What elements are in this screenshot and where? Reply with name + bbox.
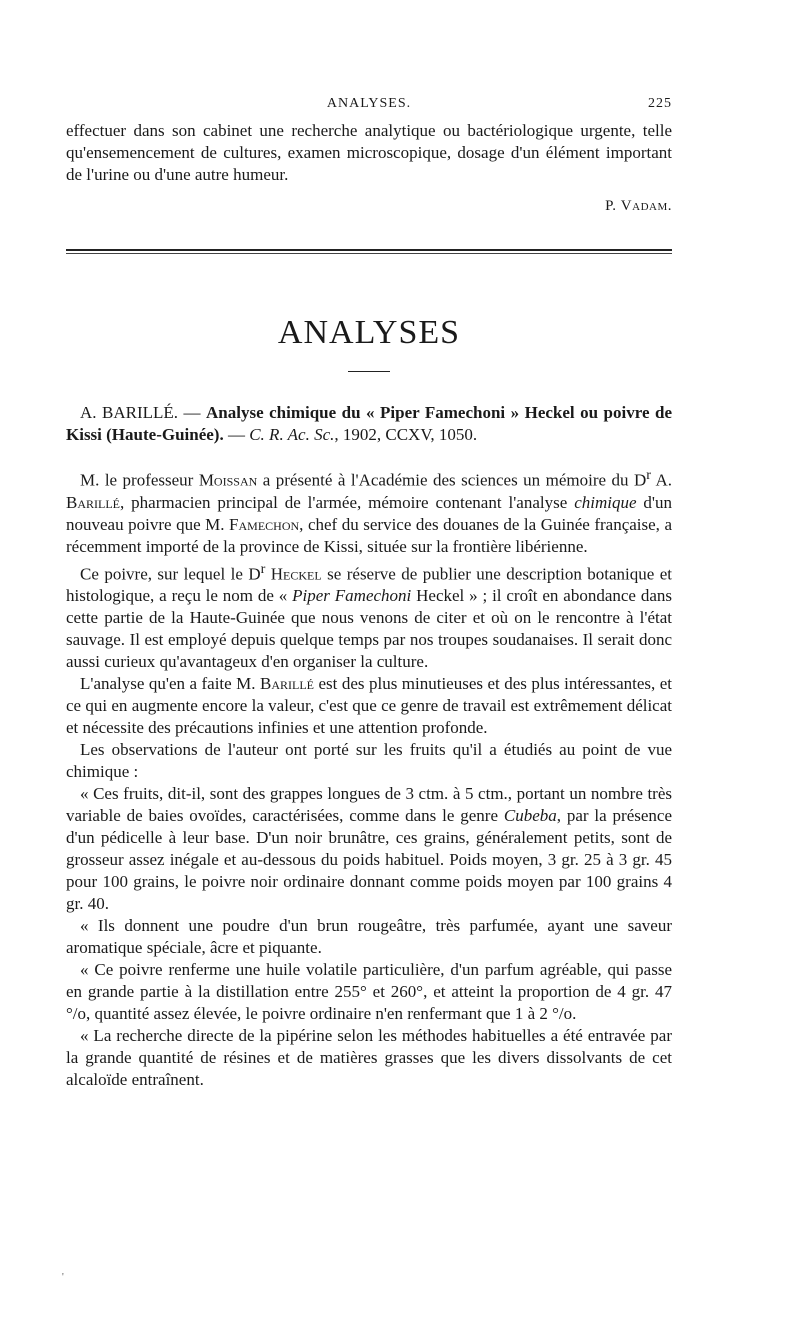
text-run: Ce poivre, sur lequel le D [80,564,261,584]
entry-title: Analyse chimique du « Piper Famechoni » Heckel ou poivre de Kissi (Haute-Guinée). [66,403,672,444]
stray-print-mark: ' [62,1272,64,1283]
name-barille: Barillé [260,674,315,694]
page [66,96,672,1091]
page-number: 225 [648,96,672,111]
body-paragraph-7: « Ce poivre renferme une huile volatile particulière, d'un parfum agréable, qui passe en grande partie à la distillation entre 255° et 260°, et atteint la proportion de 4 gr. 47 °/o, quantité assez élevée, le poivre ordinaire n'en renfermant que 1 à 2 °/o. [66,960,672,1024]
superscript: r [260,560,266,577]
name-famechon: Famechon [229,514,300,534]
text-run: , par la présence d'un pédicelle à leur base. D'un noir brunâtre, ces grains, généralement petits, sont de grosseur assez inégale et au-dessous du poids habituel. Poids moyen, 3 gr. 25 à 3 gr. 45 pour 100 grains, le poivre noir ordinaire donnant comme poids moyen par 100 grains 4 gr. 40. [66,806,673,914]
entry-body [66,464,672,1091]
entry-dash: — [183,403,201,422]
signature-name: Vadam. [620,198,672,214]
italic-piper-famechoni: Piper Famechoni [292,586,412,606]
entry-heading [66,402,672,446]
signature-initial: P. [605,198,617,214]
reference-dash: — [227,425,245,444]
body-paragraph-8: « La recherche directe de la pipérine selon les méthodes habituelles a été entravée par la grande quantité de résines et de matières grasses que les divers dissolvants de cet alcaloïde entraînent. [66,1026,672,1090]
entry-author: A. BARILLÉ. [80,403,179,422]
text-run: a présenté à l'Académie des sciences un mémoire du D [257,470,647,490]
body-paragraph-5 [66,783,672,915]
text-run: , chef du service des douanes de la Guinée française, a récemment importé de la province de Kissi, située sur la frontière libérienne. [66,514,672,556]
body-paragraph-2 [66,558,672,674]
divider-thin-rule [66,253,672,254]
running-head [66,96,672,120]
reference-journal: C. R. Ac. Sc. [249,425,335,444]
body-paragraph-4: Les observations de l'auteur ont porté sur les fruits qu'il a étudiés au point de vue chimique : [66,740,672,782]
running-title: ANALYSES. [326,96,412,111]
text-run: A. [650,470,672,490]
text-run: , pharmacien principal de l'armée, mémoire contenant l'analyse [120,492,575,512]
body-paragraph-3 [66,673,672,739]
text-run: d'un nouveau poivre que M. [66,492,672,534]
divider-thick-rule [66,249,672,251]
name-barille: Barillé [66,492,120,512]
name-moissan: Moissan [198,470,258,490]
title-underline-rule [348,371,390,372]
signature [66,198,672,215]
name-heckel: Heckel [270,564,322,584]
text-run: L'analyse qu'en a faite M. [80,674,261,694]
text-run: « Ces fruits, dit-il, sont des grappes longues de 3 ctm. à 5 ctm., portant un nombre très variable de baies ovoïdes, caractérisées, comme dans le genre [66,784,672,826]
italic-chimique: chimique [574,492,637,512]
italic-cubeba: Cubeba [503,806,557,826]
body-paragraph-6: « Ils donnent une poudre d'un brun rougeâtre, très parfumée, ayant une saveur aromatique spéciale, âcre et piquante. [66,916,672,958]
text-run: est des plus minutieuses et des plus intéressantes, et ce qui en augmente encore la valeur, c'est que ce genre de travail est extrêmement délicat et nécessite des précautions infinies et une attention profonde. [66,674,673,738]
text-run: Heckel » ; il croît en abondance dans cette partie de la Haute-Guinée que nous venons de citer et où on le rencontre à l'état sauvage. Il est employé depuis quelque temps par nos troupes soudanaises. Il serait donc aussi curieux qu'avantageux d'en organiser la culture. [66,586,672,672]
reference-details: , 1902, CCXV, 1050. [334,425,478,444]
body-paragraph-1 [66,464,672,558]
section-divider [66,249,672,255]
superscript: r [646,467,651,483]
text-run: se réserve de publier une description botanique et histologique, a reçu le nom de « [66,564,672,606]
text-run: M. le professeur [80,470,199,490]
section-title: ANALYSES [277,314,461,351]
previous-article-paragraph: effectuer dans son cabinet une recherche analytique ou bactériologique urgente, telle qu'ensemencement de cultures, examen microscopique, dosage d'un élément important de l'urine ou d'une autre humeur. [66,121,672,184]
